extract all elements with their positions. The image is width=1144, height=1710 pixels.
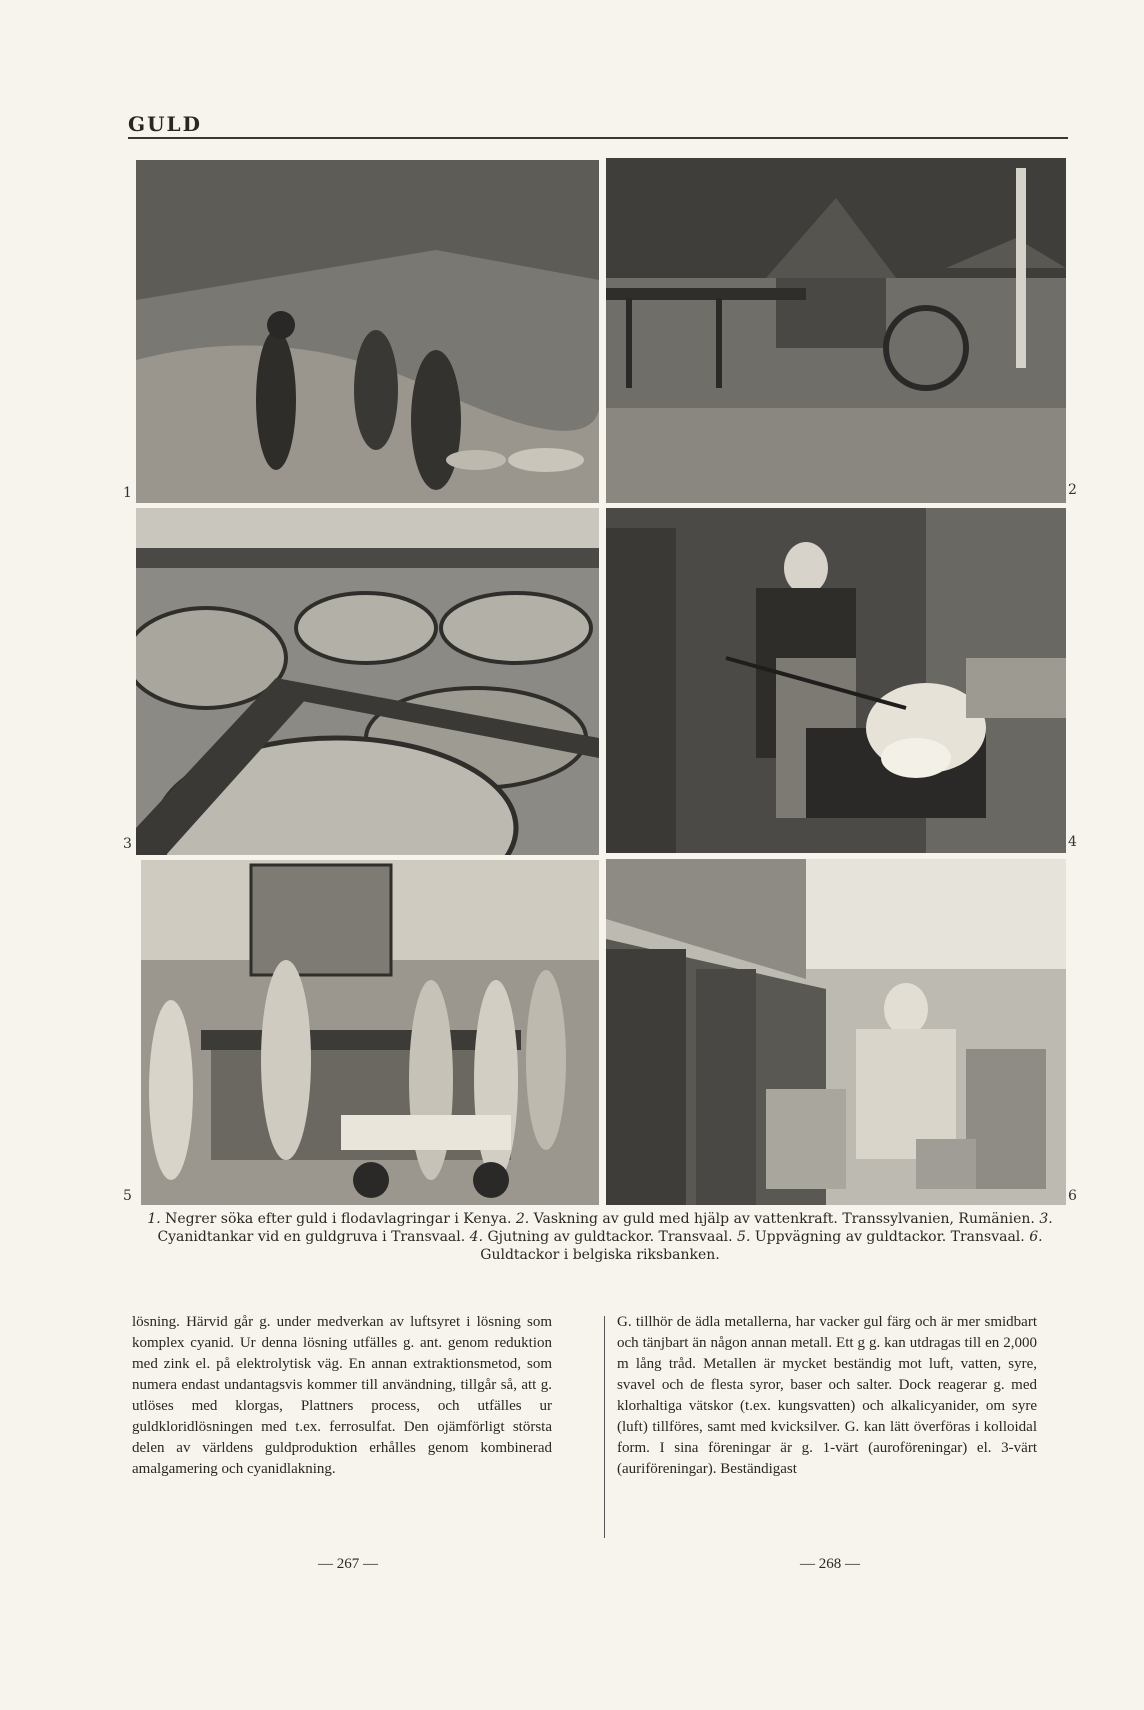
- caption-text-4: Gjutning av guldtackor. Transvaal.: [487, 1229, 733, 1245]
- figure-caption: [140, 1210, 1060, 1264]
- caption-num-5: 5.: [737, 1229, 751, 1245]
- caption-text-3: Cyanidtankar vid en guldgruva i Transvaal.: [157, 1229, 466, 1245]
- caption-text-5: Uppvägning av guldtackor. Transvaal.: [754, 1229, 1025, 1245]
- photo-1-gold-panning: [136, 160, 599, 503]
- running-header: GULD: [128, 112, 202, 136]
- page-number-left: — 267 —: [318, 1556, 378, 1572]
- header-rule: [128, 137, 1068, 139]
- caption-num-3: 3.: [1039, 1211, 1053, 1227]
- photo-6-gold-bars: [606, 859, 1066, 1205]
- waterwheel-icon: [606, 158, 1066, 503]
- weighing-icon: [141, 860, 599, 1205]
- column-divider: [604, 1316, 605, 1538]
- photo-5-weighing: [141, 860, 599, 1205]
- figure-number-5: 5: [123, 1188, 132, 1204]
- page-number-right: — 268 —: [800, 1556, 860, 1572]
- body-column-left: lösning. Härvid går g. under medverkan av luftsyret i lösning som komplex cyanid. Ur denna lösning utfälles g. ant. genom reduktion med zink el. på elektrolytisk väg. En annan extraktionsmetod, som numera endast undantagsvis kommer till användning, tillgår så, att g. utlöses med klorgas, Plattners process, och utfälles ur guldkloridlösningen med t.ex. ferrosulfat. Den ojämförligt största delen av världens guldproduktion erhålles genom kombinerad amalgamering och cyanidlakning.: [132, 1314, 552, 1477]
- caption-num-2: 2.: [515, 1211, 530, 1227]
- gold-panning-icon: [136, 160, 599, 503]
- figure-number-4: 4: [1068, 834, 1077, 850]
- figure-number-3: 3: [123, 836, 132, 852]
- caption-text-1: Negrer söka efter guld i flodavlagringar i Kenya.: [165, 1211, 512, 1227]
- figure-number-1: 1: [123, 485, 132, 501]
- caption-text-2: Vaskning av guld med hjälp av vattenkraft. Transsylvanien, Rumänien.: [533, 1211, 1035, 1227]
- caption-num-6: 6.: [1029, 1229, 1043, 1245]
- gold-bars-icon: [606, 859, 1066, 1205]
- caption-text-6: Guldtackor i belgiska riksbanken.: [480, 1247, 720, 1263]
- body-column-right: G. tillhör de ädla metallerna, har vacker gul färg och är mer smidbart och tänjbart än någon annan metall. Ett g g. kan utdragas till en 2,000 m lång tråd. Metallen är mycket beständig mot luft, vatten, syre, svavel och de flesta syror, baser och salter. Dock reagerar g. med klorhaltiga vätskor (t.ex. kungsvatten) och alkalicyanider, om syre (luft) tillföres, samt med kvicksilver. G. kan lätt överföras i kolloidal form. I sina föreningar är g. 1-värt (auroföreningar) el. 3-värt (auriföreningar). Beständigast: [617, 1314, 1037, 1477]
- gold-casting-icon: [606, 508, 1066, 853]
- caption-num-1: 1.: [147, 1211, 161, 1227]
- cyanide-tanks-icon: [136, 508, 599, 855]
- photo-2-waterwheel: [606, 158, 1066, 503]
- photo-4-gold-casting: [606, 508, 1066, 853]
- caption-num-4: 4.: [469, 1229, 484, 1245]
- figure-number-6: 6: [1068, 1188, 1077, 1204]
- figure-number-2: 2: [1068, 482, 1077, 498]
- photo-3-cyanide-tanks: [136, 508, 599, 855]
